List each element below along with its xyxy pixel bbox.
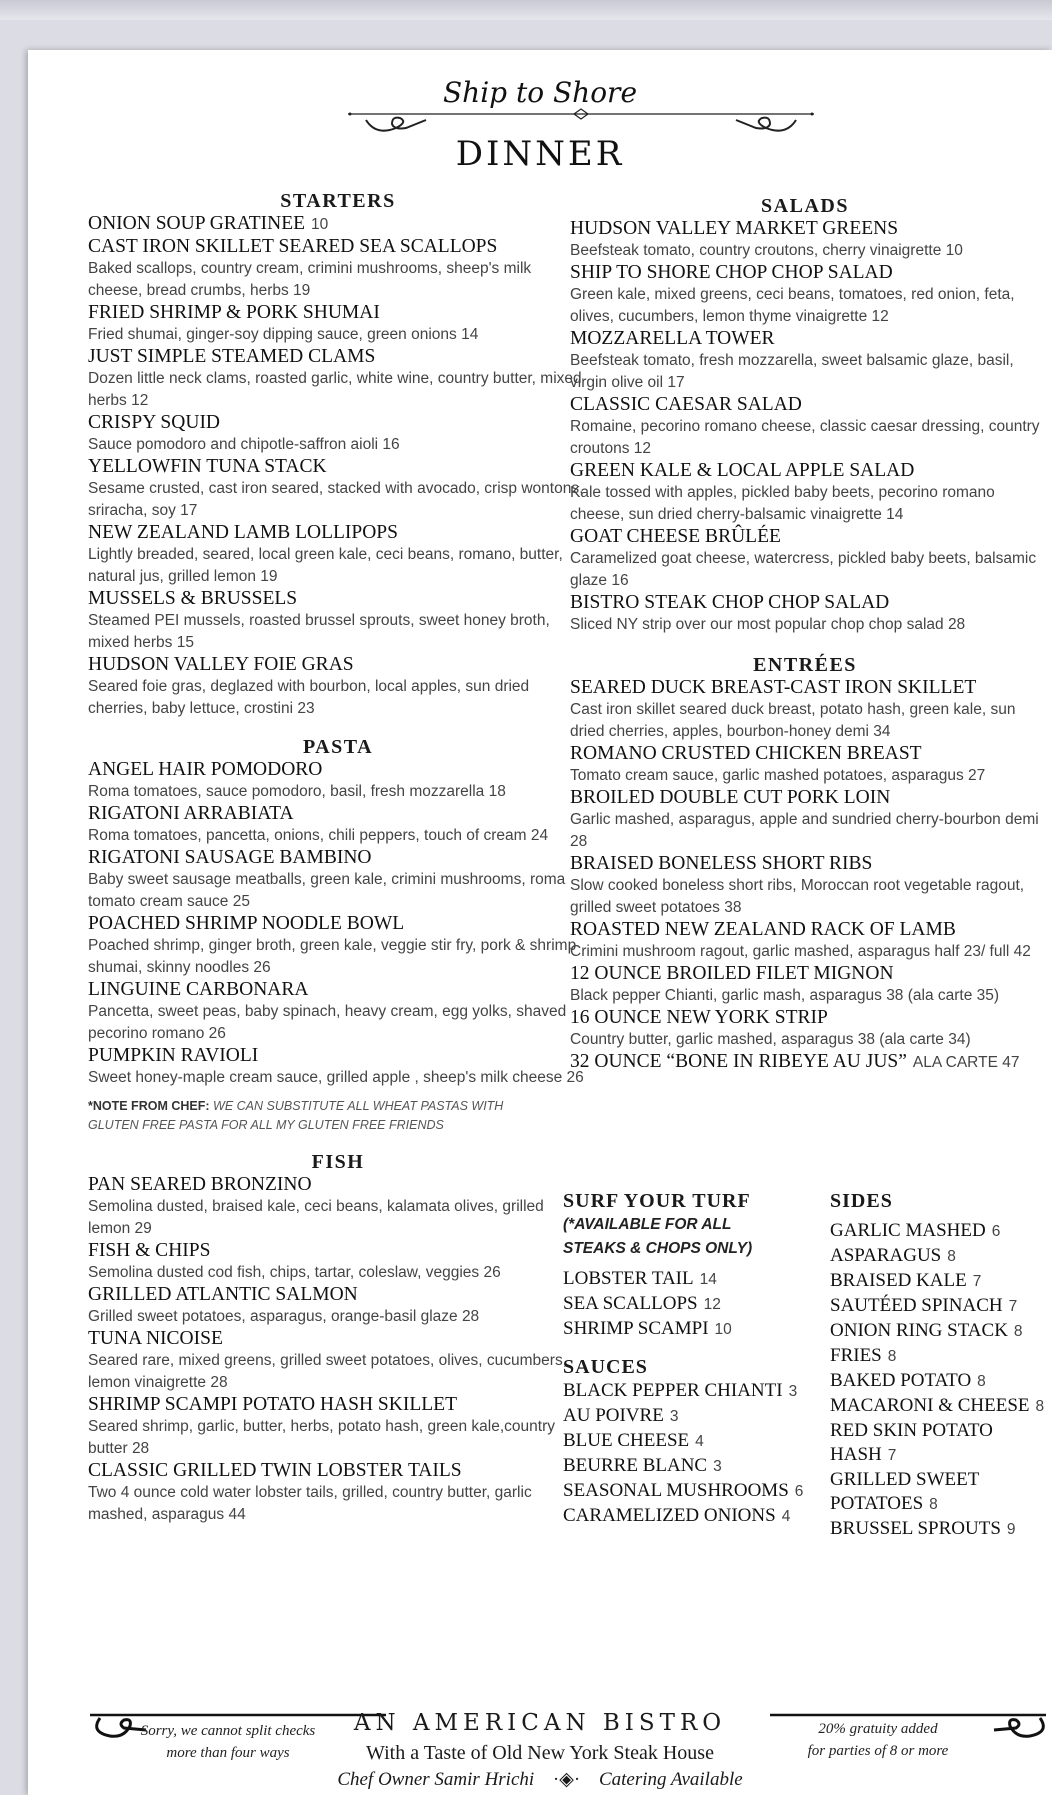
surf-sauces-column: [563, 1190, 813, 1529]
menu-item-description: Seared shrimp, garlic, butter, herbs, potato hash, green kale,country butter 28: [88, 1418, 555, 1457]
sides-column: [830, 1190, 1045, 1542]
sides-item-price: 8: [1035, 1398, 1045, 1415]
menu-item-name: [570, 394, 1040, 416]
menu-item-description: Roma tomatoes, pancetta, onions, chili peppers, touch of cream 24: [88, 827, 549, 844]
sauces-item-price: 4: [695, 1433, 704, 1450]
menu-item: [88, 236, 588, 302]
menu-item-description: Pancetta, sweet peas, baby spinach, heavy cream, egg yolks, shaved pecorino romano 26: [88, 1003, 567, 1042]
menu-item-description: Caramelized goat cheese, watercress, pickled baby beets, balsamic glaze 16: [570, 550, 1037, 589]
sides-item: [830, 1219, 1045, 1244]
menu-item: [88, 213, 588, 236]
menu-item-name: [570, 677, 1040, 699]
menu-item-description: Sliced NY strip over our most popular chop chop salad 28: [570, 616, 966, 633]
menu-item: [570, 526, 1040, 592]
sides-heading: SIDES: [830, 1190, 893, 1212]
surf-item: [563, 1317, 813, 1342]
menu-item-description: Kale tossed with apples, pickled baby beets, pecorino romano cheese, sun dried cherry-balsamic vinaigrette 14: [570, 484, 995, 523]
sauces-list: [563, 1379, 813, 1529]
split-checks-line2: more than four ways: [166, 1745, 290, 1761]
menu-item-name-text: CLASSIC CAESAR SALAD: [570, 394, 802, 415]
starters-heading: STARTERS: [280, 190, 396, 212]
menu-item-name-text: SEARED DUCK BREAST-CAST IRON SKILLET: [570, 677, 977, 698]
menu-item-description: Cast iron skillet seared duck breast, potato hash, green kale, sun dried cherries, apples, bourbon-honey demi 34: [570, 701, 1016, 740]
sides-item-name: HASH: [830, 1444, 882, 1465]
menu-item: [570, 743, 1040, 787]
menu-item-name-text: BISTRO STEAK CHOP CHOP SALAD: [570, 592, 890, 613]
sauces-heading: SAUCES: [563, 1356, 648, 1378]
menu-item-name-text: NEW ZEALAND LAMB LOLLIPOPS: [88, 522, 399, 543]
menu-item: [88, 456, 588, 522]
brand-logo: Ship to Shore: [442, 76, 638, 109]
menu-item: [88, 847, 588, 913]
sides-item-price: 7: [1008, 1298, 1018, 1315]
surf-item-name: SEA SCALLOPS: [563, 1293, 698, 1314]
menu-item: [570, 677, 1040, 743]
menu-item: [570, 1007, 1040, 1051]
menu-item-name: [88, 456, 588, 478]
sauces-item-name: AU POIVRE: [563, 1405, 664, 1426]
sides-item: [830, 1269, 1045, 1294]
menu-item-name-text: CAST IRON SKILLET SEARED SEA SCALLOPS: [88, 236, 498, 257]
menu-item: [570, 853, 1040, 919]
sides-item-price: 9: [1006, 1521, 1016, 1538]
sides-item-price: 8: [977, 1373, 986, 1390]
menu-item-name: [570, 262, 1040, 284]
menu-item-name: [88, 654, 588, 676]
gratuity-line2: for parties of 8 or more: [807, 1743, 949, 1759]
sauces-item: [563, 1404, 813, 1429]
menu-item-description: Black pepper Chianti, garlic mash, asparagus 38 (ala carte 35): [570, 987, 1000, 1004]
sides-item-name: GARLIC MASHED: [830, 1220, 986, 1241]
salads-list: [570, 218, 1040, 636]
chef-note: [88, 1097, 528, 1135]
menu-item-name: [88, 522, 588, 544]
sides-item-name: POTATOES: [830, 1493, 924, 1514]
surf-item: [563, 1267, 813, 1292]
sauces-item: [563, 1479, 813, 1504]
menu-item-name: [570, 218, 1040, 240]
sides-item-name: SAUTÉED SPINACH: [830, 1295, 1003, 1316]
sauces-item-price: 6: [794, 1483, 804, 1500]
menu-item-name-text: GOAT CHEESE BRÛLÉE: [570, 526, 781, 547]
menu-item: [88, 759, 588, 803]
surf-item-name: SHRIMP SCAMPI: [563, 1318, 709, 1339]
menu-item: [570, 262, 1040, 328]
menu-item-name: [570, 1051, 1040, 1074]
surf-item: [563, 1292, 813, 1317]
menu-item-name: [88, 803, 588, 825]
menu-item: [88, 913, 588, 979]
menu-item-name: [88, 1284, 588, 1306]
menu-item-name-text: GREEN KALE & LOCAL APPLE SALAD: [570, 460, 915, 481]
menu-page: [28, 50, 1052, 1795]
menu-item-name-text: CLASSIC GRILLED TWIN LOBSTER TAILS: [88, 1460, 462, 1481]
menu-item-name: [88, 588, 588, 610]
menu-item-name-text: BROILED DOUBLE CUT PORK LOIN: [570, 787, 891, 808]
sauces-item-price: 3: [669, 1408, 679, 1425]
menu-item-name: [570, 853, 1040, 875]
starters-list: [88, 213, 588, 720]
menu-item-description: Beefsteak tomato, country croutons, cherry vinaigrette 10: [570, 242, 963, 259]
surf-list: [563, 1267, 813, 1342]
window-top-bar: [0, 0, 1052, 20]
surf-note: (*AVAILABLE FOR ALL STEAKS & CHOPS ONLY): [563, 1216, 753, 1257]
menu-item-description: Grilled sweet potatoes, asparagus, orange-basil glaze 28: [88, 1308, 480, 1325]
menu-item-name-text: MOZZARELLA TOWER: [570, 328, 775, 349]
menu-item-name-text: MUSSELS & BRUSSELS: [88, 588, 298, 609]
sauces-item: [563, 1504, 813, 1529]
sides-item-price: 6: [991, 1223, 1001, 1240]
pasta-heading: PASTA: [302, 736, 374, 758]
sides-item-name: MACARONI & CHEESE: [830, 1395, 1030, 1416]
menu-item: [570, 460, 1040, 526]
sides-item-name: BRAISED KALE: [830, 1270, 967, 1291]
menu-item-price: ALA CARTE 47: [912, 1054, 1020, 1071]
menu-item: [570, 592, 1040, 636]
menu-item-name: [570, 526, 1040, 548]
menu-item-description: Fried shumai, ginger-soy dipping sauce, green onions 14: [88, 326, 479, 343]
sides-item-name: RED SKIN POTATO: [830, 1420, 993, 1441]
menu-item-description: Semolina dusted cod fish, chips, tartar, coleslaw, veggies 26: [88, 1264, 501, 1281]
menu-item: [570, 963, 1040, 1007]
sides-item: [830, 1492, 1045, 1517]
menu-item-name-text: ROASTED NEW ZEALAND RACK OF LAMB: [570, 919, 956, 940]
sauces-item-name: CARAMELIZED ONIONS: [563, 1505, 776, 1526]
sauces-item-price: 4: [781, 1508, 791, 1525]
menu-item-name: [570, 460, 1040, 482]
sides-item-price: 8: [1013, 1323, 1023, 1340]
menu-item-name: [88, 1174, 588, 1196]
menu-item: [570, 394, 1040, 460]
sauces-item: [563, 1379, 813, 1404]
menu-item-name-text: 32 OUNCE “BONE IN RIBEYE AU JUS”: [570, 1051, 907, 1072]
menu-item-name-text: CRISPY SQUID: [88, 412, 221, 433]
menu-item-description: Garlic mashed, asparagus, apple and sundried cherry-bourbon demi 28: [570, 811, 1039, 850]
footer-title: AN AMERICAN BISTRO: [353, 1710, 727, 1736]
menu-item-description: Sesame crusted, cast iron seared, stacked with avocado, crisp wontons, sriracha, soy 17: [88, 480, 584, 519]
menu-item-name: [88, 1045, 588, 1067]
sides-item-name: ASPARAGUS: [830, 1245, 942, 1266]
menu-item-name: [88, 236, 588, 258]
menu-item-name-text: HUDSON VALLEY FOIE GRAS: [88, 654, 354, 675]
menu-item: [88, 979, 588, 1045]
menu-item-name: [88, 302, 588, 324]
fish-heading: FISH: [311, 1151, 365, 1173]
menu-item-name: [88, 979, 588, 1001]
sauces-item-name: BLACK PEPPER CHIANTI: [563, 1380, 783, 1401]
menu-item-name: [570, 592, 1040, 614]
menu-item-name: [570, 963, 1040, 985]
sauces-item-name: BLUE CHEESE: [563, 1430, 690, 1451]
menu-item-description: Crimini mushroom ragout, garlic mashed, asparagus half 23/ full 42: [570, 943, 1031, 960]
sides-item-price: 7: [972, 1273, 982, 1290]
menu-item: [88, 522, 588, 588]
catering-note: Catering Available: [598, 1769, 743, 1790]
sides-item: [830, 1468, 1045, 1492]
menu-item: [570, 218, 1040, 262]
fish-list: [88, 1174, 588, 1526]
sauces-item-name: BEURRE BLANC: [563, 1455, 708, 1476]
menu-item: [88, 1394, 588, 1460]
menu-item-name: [88, 1240, 588, 1262]
salads-heading: SALADS: [761, 195, 849, 217]
menu-item-name: [88, 346, 588, 368]
menu-item: [88, 302, 588, 346]
sides-item: [830, 1443, 1045, 1468]
menu-item-name: [88, 1394, 588, 1416]
sides-item: [830, 1294, 1045, 1319]
menu-item: [88, 412, 588, 456]
menu-item-name: [88, 759, 588, 781]
pasta-list: [88, 759, 588, 1089]
menu-item-name: [88, 412, 588, 434]
menu-item-description: Poached shrimp, ginger broth, green kale, veggie stir fry, pork & shrimp shumai, skinny noodles 26: [88, 937, 577, 976]
entrees-heading: ENTRÉES: [753, 654, 857, 676]
menu-item-price: 10: [311, 216, 329, 233]
menu-item-name-text: SHIP TO SHORE CHOP CHOP SALAD: [570, 262, 893, 283]
menu-item-name: [88, 213, 588, 236]
sides-item: [830, 1319, 1045, 1344]
menu-item-description: Baked scallops, country cream, crimini mushrooms, sheep's milk cheese, bread crumbs, herbs 19: [88, 260, 532, 299]
menu-item: [570, 787, 1040, 853]
menu-item-name-text: ROMANO CRUSTED CHICKEN BREAST: [570, 743, 922, 764]
gratuity-note: [788, 1718, 968, 1762]
menu-item: [88, 346, 588, 412]
menu-item-name-text: GRILLED ATLANTIC SALMON: [88, 1284, 358, 1305]
footer-chef-line: [28, 1768, 1052, 1791]
sides-item: [830, 1369, 1045, 1394]
menu-item-name: [88, 847, 588, 869]
sides-item: [830, 1419, 1045, 1443]
menu-item-description: Dozen little neck clams, roasted garlic, white wine, country butter, mixed herbs 12: [88, 370, 582, 409]
sides-list: [830, 1219, 1045, 1542]
menu-item: [88, 1174, 588, 1240]
menu-item-name: [570, 743, 1040, 765]
menu-item: [88, 1460, 588, 1526]
menu-item-name-text: FRIED SHRIMP & PORK SHUMAI: [88, 302, 380, 323]
sides-item: [830, 1344, 1045, 1369]
menu-item-name: [570, 1007, 1040, 1029]
menu-item-description: Baby sweet sausage meatballs, green kale, crimini mushrooms, roma tomato cream sauce 25: [88, 871, 566, 910]
sides-item-name: BRUSSEL SPROUTS: [830, 1518, 1001, 1539]
menu-item-name: [570, 787, 1040, 809]
menu-item-name-text: FISH & CHIPS: [88, 1240, 211, 1261]
chef-owner: Chef Owner Samir Hrichi: [337, 1769, 535, 1790]
sauces-item-name: SEASONAL MUSHROOMS: [563, 1480, 789, 1501]
menu-item: [88, 1284, 588, 1328]
sides-item-name: ONION RING STACK: [830, 1320, 1008, 1341]
sides-item: [830, 1244, 1045, 1269]
menu-item-name-text: BRAISED BONELESS SHORT RIBS: [570, 853, 873, 874]
menu-item-name-text: PUMPKIN RAVIOLI: [88, 1045, 259, 1066]
menu-item-name-text: ONION SOUP GRATINEE: [88, 213, 306, 234]
sauces-item-price: 3: [713, 1458, 722, 1475]
sides-item-price: 8: [929, 1496, 938, 1513]
menu-item-description: Seared rare, mixed greens, grilled sweet potatoes, olives, cucumbers, lemon vinaigrette 28: [88, 1352, 568, 1391]
entrees-list: [570, 677, 1040, 1074]
menu-item: [88, 654, 588, 720]
menu-item-name-text: TUNA NICOISE: [88, 1328, 223, 1349]
menu-item-name-text: YELLOWFIN TUNA STACK: [88, 456, 327, 477]
menu-item-name: [570, 919, 1040, 941]
surf-item-name: LOBSTER TAIL: [563, 1268, 694, 1289]
menu-item-description: Roma tomatoes, sauce pomodoro, basil, fresh mozzarella 18: [88, 783, 506, 800]
menu-item-description: Two 4 ounce cold water lobster tails, grilled, country butter, garlic mashed, asparagus 44: [88, 1484, 532, 1523]
footer-subtitle: With a Taste of Old New York Steak House: [366, 1742, 714, 1764]
chef-note-text: WE CAN SUBSTITUTE ALL WHEAT PASTAS WITH GLUTEN FREE PASTA FOR ALL MY GLUTEN FREE FRIENDS: [88, 1099, 504, 1132]
menu-item-description: Semolina dusted, braised kale, ceci beans, kalamata olives, grilled lemon 29: [88, 1198, 544, 1237]
chef-note-label: *NOTE FROM CHEF:: [88, 1099, 210, 1113]
surf-item-price: 12: [703, 1296, 721, 1313]
menu-item: [88, 803, 588, 847]
surf-heading: SURF YOUR TURF: [563, 1190, 751, 1212]
menu-item-name-text: LINGUINE CARBONARA: [88, 979, 309, 1000]
sauces-item-price: 3: [788, 1383, 798, 1400]
menu-item-description: Green kale, mixed greens, ceci beans, tomatoes, red onion, feta, olives, cucumbers, lemon thyme vinaigrette 12: [570, 286, 1015, 325]
surf-item-price: 10: [714, 1321, 732, 1338]
split-checks-line1: Sorry, we cannot split checks: [140, 1723, 316, 1739]
right-column: [570, 195, 1040, 1074]
menu-item-description: Slow cooked boneless short ribs, Moroccan root vegetable ragout, grilled sweet potatoes 38: [570, 877, 1025, 916]
menu-item-description: Lightly breaded, seared, local green kale, ceci beans, romano, butter, natural jus, grilled lemon 19: [88, 546, 563, 585]
menu-item-name: [570, 328, 1040, 350]
sides-item: [830, 1394, 1045, 1419]
menu-item-name-text: RIGATONI ARRABIATA: [88, 803, 294, 824]
menu-item-name-text: 16 OUNCE NEW YORK STRIP: [570, 1007, 828, 1028]
menu-item-description: Tomato cream sauce, garlic mashed potatoes, asparagus 27: [570, 767, 986, 784]
menu-item: [570, 919, 1040, 963]
menu-item-name: [88, 913, 588, 935]
sides-item-name: FRIES: [830, 1345, 882, 1366]
menu-item-name-text: PAN SEARED BRONZINO: [88, 1174, 312, 1195]
sides-item-price: 7: [887, 1447, 897, 1464]
menu-item-name-text: SHRIMP SCAMPI POTATO HASH SKILLET: [88, 1394, 457, 1415]
menu-item-description: Seared foie gras, deglazed with bourbon, local apples, sun dried cherries, baby lettuce, crostini 23: [88, 678, 530, 717]
menu-item: [88, 588, 588, 654]
diamond-ornament-icon: ·◈·: [552, 1769, 581, 1790]
menu-item: [88, 1240, 588, 1284]
menu-item-name-text: JUST SIMPLE STEAMED CLAMS: [88, 346, 376, 367]
menu-item-name-text: RIGATONI SAUSAGE BAMBINO: [88, 847, 372, 868]
menu-item-description: Steamed PEI mussels, roasted brussel sprouts, sweet honey broth, mixed herbs 15: [88, 612, 550, 651]
menu-item-name-text: POACHED SHRIMP NOODLE BOWL: [88, 913, 405, 934]
menu-item: [570, 1051, 1040, 1074]
menu-item-description: Beefsteak tomato, fresh mozzarella, sweet balsamic glaze, basil, virgin olive oil 17: [570, 352, 1014, 391]
menu-item-description: Sweet honey-maple cream sauce, grilled apple , sheep's milk cheese 26: [88, 1069, 584, 1086]
sides-item-name: GRILLED SWEET: [830, 1469, 980, 1490]
sides-item-price: 8: [887, 1348, 897, 1365]
left-column: [88, 190, 588, 1526]
page-title: DINNER: [455, 134, 625, 174]
menu-item: [88, 1045, 588, 1089]
sides-item-price: 8: [947, 1248, 956, 1265]
menu-item-name: [88, 1460, 588, 1482]
menu-item: [88, 1328, 588, 1394]
menu-item-description: Sauce pomodoro and chipotle-saffron aioli 16: [88, 436, 400, 453]
sauces-item: [563, 1454, 813, 1479]
sauces-item: [563, 1429, 813, 1454]
gratuity-line1: 20% gratuity added: [818, 1721, 938, 1737]
sides-item: [830, 1517, 1045, 1542]
sides-item-name: BAKED POTATO: [830, 1370, 972, 1391]
menu-item: [570, 328, 1040, 394]
surf-item-price: 14: [699, 1271, 717, 1288]
menu-item-description: Country butter, garlic mashed, asparagus 38 (ala carte 34): [570, 1031, 971, 1048]
menu-item-name-text: 12 OUNCE BROILED FILET MIGNON: [570, 963, 894, 984]
menu-item-name: [88, 1328, 588, 1350]
menu-item-name-text: HUDSON VALLEY MARKET GREENS: [570, 218, 899, 239]
menu-item-name-text: ANGEL HAIR POMODORO: [88, 759, 323, 780]
menu-item-description: Romaine, pecorino romano cheese, classic caesar dressing, country croutons 12: [570, 418, 1040, 457]
